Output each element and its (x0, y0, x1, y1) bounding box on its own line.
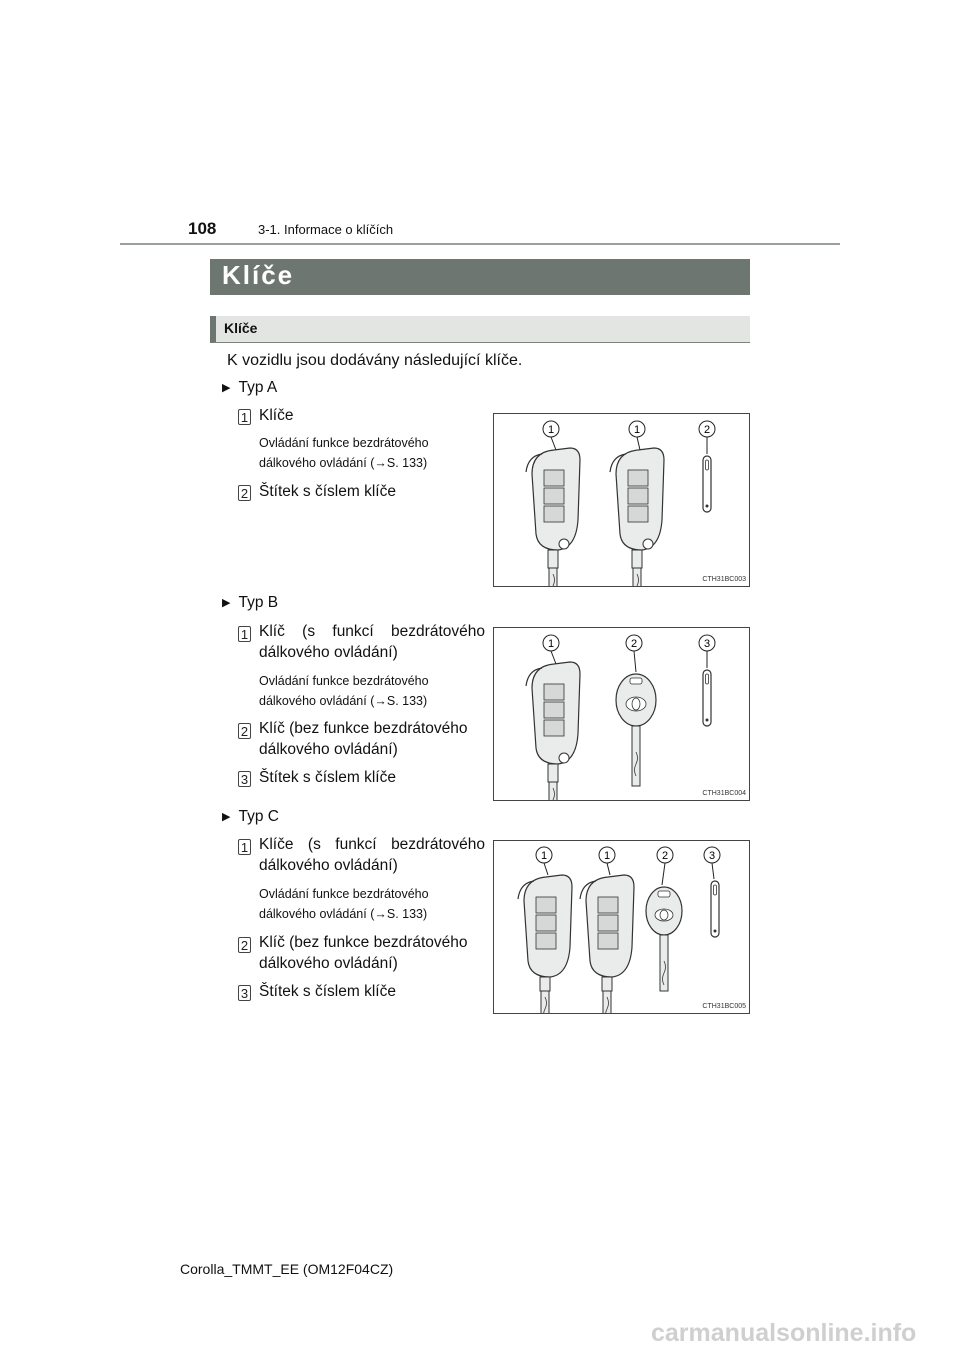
figure-keys-type-c (493, 840, 750, 1014)
key-number-plate (703, 670, 711, 726)
header-divider (120, 243, 840, 245)
callout-number: 2 (630, 638, 638, 650)
figure-code: CTH31BC005 (702, 1003, 746, 1010)
remote-key (526, 662, 580, 800)
item-text: Klíč (s funkcí bezdrátového dálkového ovládání) (259, 623, 485, 661)
footer-doc-id: Corolla_TMMT_EE (OM12F04CZ) (180, 1261, 394, 1277)
page-heading: Klíče (222, 260, 295, 290)
remote-key-1 (526, 448, 580, 586)
item-number: 3 (238, 985, 251, 1001)
key-number-plate (703, 456, 711, 512)
plain-key (646, 887, 682, 991)
item-number: 3 (238, 771, 251, 787)
triangle-right-icon: ▶ (222, 382, 231, 394)
item-number: 2 (238, 937, 251, 953)
item-text: Štítek s číslem klíče (259, 983, 396, 1000)
figure-code: CTH31BC003 (702, 576, 746, 583)
callout-number: 1 (633, 424, 641, 436)
figure-keys-type-b (493, 627, 750, 801)
item-text: Štítek s číslem klíče (259, 483, 396, 500)
triangle-right-icon: ▶ (222, 811, 231, 823)
plain-key (616, 674, 656, 786)
item-number: 2 (238, 723, 251, 739)
callout-number: 1 (547, 638, 555, 650)
item-note: Ovládání funkce bezdrátového dálkového ovládání (→S. 133) (259, 436, 429, 470)
keys-illustration (494, 414, 749, 586)
callout-number: 1 (540, 850, 548, 862)
remote-key-2 (610, 448, 664, 586)
triangle-right-icon: ▶ (222, 597, 231, 609)
callout-number: 1 (547, 424, 555, 436)
callout-number: 3 (708, 850, 716, 862)
figure-code: CTH31BC004 (702, 790, 746, 797)
figure-keys-type-a (493, 413, 750, 587)
item-number: 1 (238, 839, 251, 855)
remote-key-2 (580, 875, 634, 1013)
item-text: Klíče (259, 407, 294, 424)
callout-number: 3 (703, 638, 711, 650)
type-label-a: ▶ Typ A (222, 379, 278, 396)
callout-number: 2 (703, 424, 711, 436)
key-number-plate (711, 881, 719, 937)
subheading-bar (210, 316, 750, 343)
item-number: 1 (238, 626, 251, 642)
item-text: Klíče (s funkcí bezdrátového dálkového ovládání) (259, 836, 485, 874)
callout-number: 1 (603, 850, 611, 862)
type-label-b: ▶ Typ B (222, 594, 279, 611)
watermark: carmanualsonline.info (651, 1319, 917, 1347)
item-text: Štítek s číslem klíče (259, 769, 396, 786)
callout-number: 2 (661, 850, 669, 862)
section-title: 3-1. Informace o klíčích (258, 222, 394, 237)
keys-illustration (494, 628, 749, 800)
item-number: 2 (238, 485, 251, 501)
page-number: 108 (188, 219, 217, 238)
remote-key-1 (518, 875, 572, 1013)
subheading: Klíče (224, 320, 258, 336)
item-text: Klíč (bez funkce bezdrátového dálkového ovládání) (259, 720, 468, 758)
item-note: Ovládání funkce bezdrátového dálkového ovládání (→S. 133) (259, 674, 429, 708)
item-note: Ovládání funkce bezdrátového dálkového ovládání (→S. 133) (259, 887, 429, 921)
keys-illustration (494, 841, 749, 1013)
type-label-c: ▶ Typ C (222, 808, 279, 825)
item-text: Klíč (bez funkce bezdrátového dálkového ovládání) (259, 934, 468, 972)
item-number: 1 (238, 409, 251, 425)
intro-text: K vozidlu jsou dodávány následující klíče. (227, 352, 523, 369)
